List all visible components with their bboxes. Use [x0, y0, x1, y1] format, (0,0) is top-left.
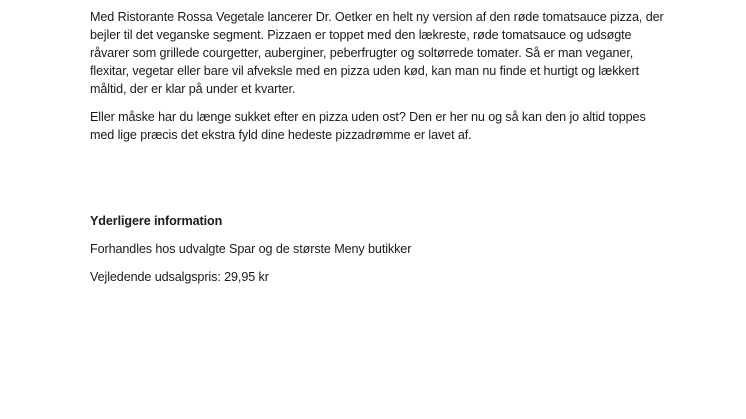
intro-paragraph: Med Ristorante Rossa Vegetale lancerer Dr. Oetker en helt ny version af den røde tomatsauce pizza, der bejler til det veganske segment. Pizzaen er toppet med den lækreste, røde tomatsauce og udsøgte råvarer som grillede courgetter, auberginer, peberfrugter og soltørrede tomater. Så er man veganer, flexitar, vegetar eller bare vil afveksle med en pizza uden kød, kan man nu finde et hurtigt og lækkert måltid, der er klar på under et kvarter. [90, 10, 664, 96]
section-heading: Yderligere information [90, 214, 223, 228]
retail-info: Forhandles hos udvalgte Spar og de største Meny butikker [90, 242, 412, 256]
price-info: Vejledende udsalgspris: 29,95 kr [90, 270, 269, 284]
second-paragraph: Eller måske har du længe sukket efter en pizza uden ost? Den er her nu og så kan den jo altid toppes med lige præcis det ekstra fyld dine hedeste pizzadrømme er lavet af. [90, 110, 646, 142]
